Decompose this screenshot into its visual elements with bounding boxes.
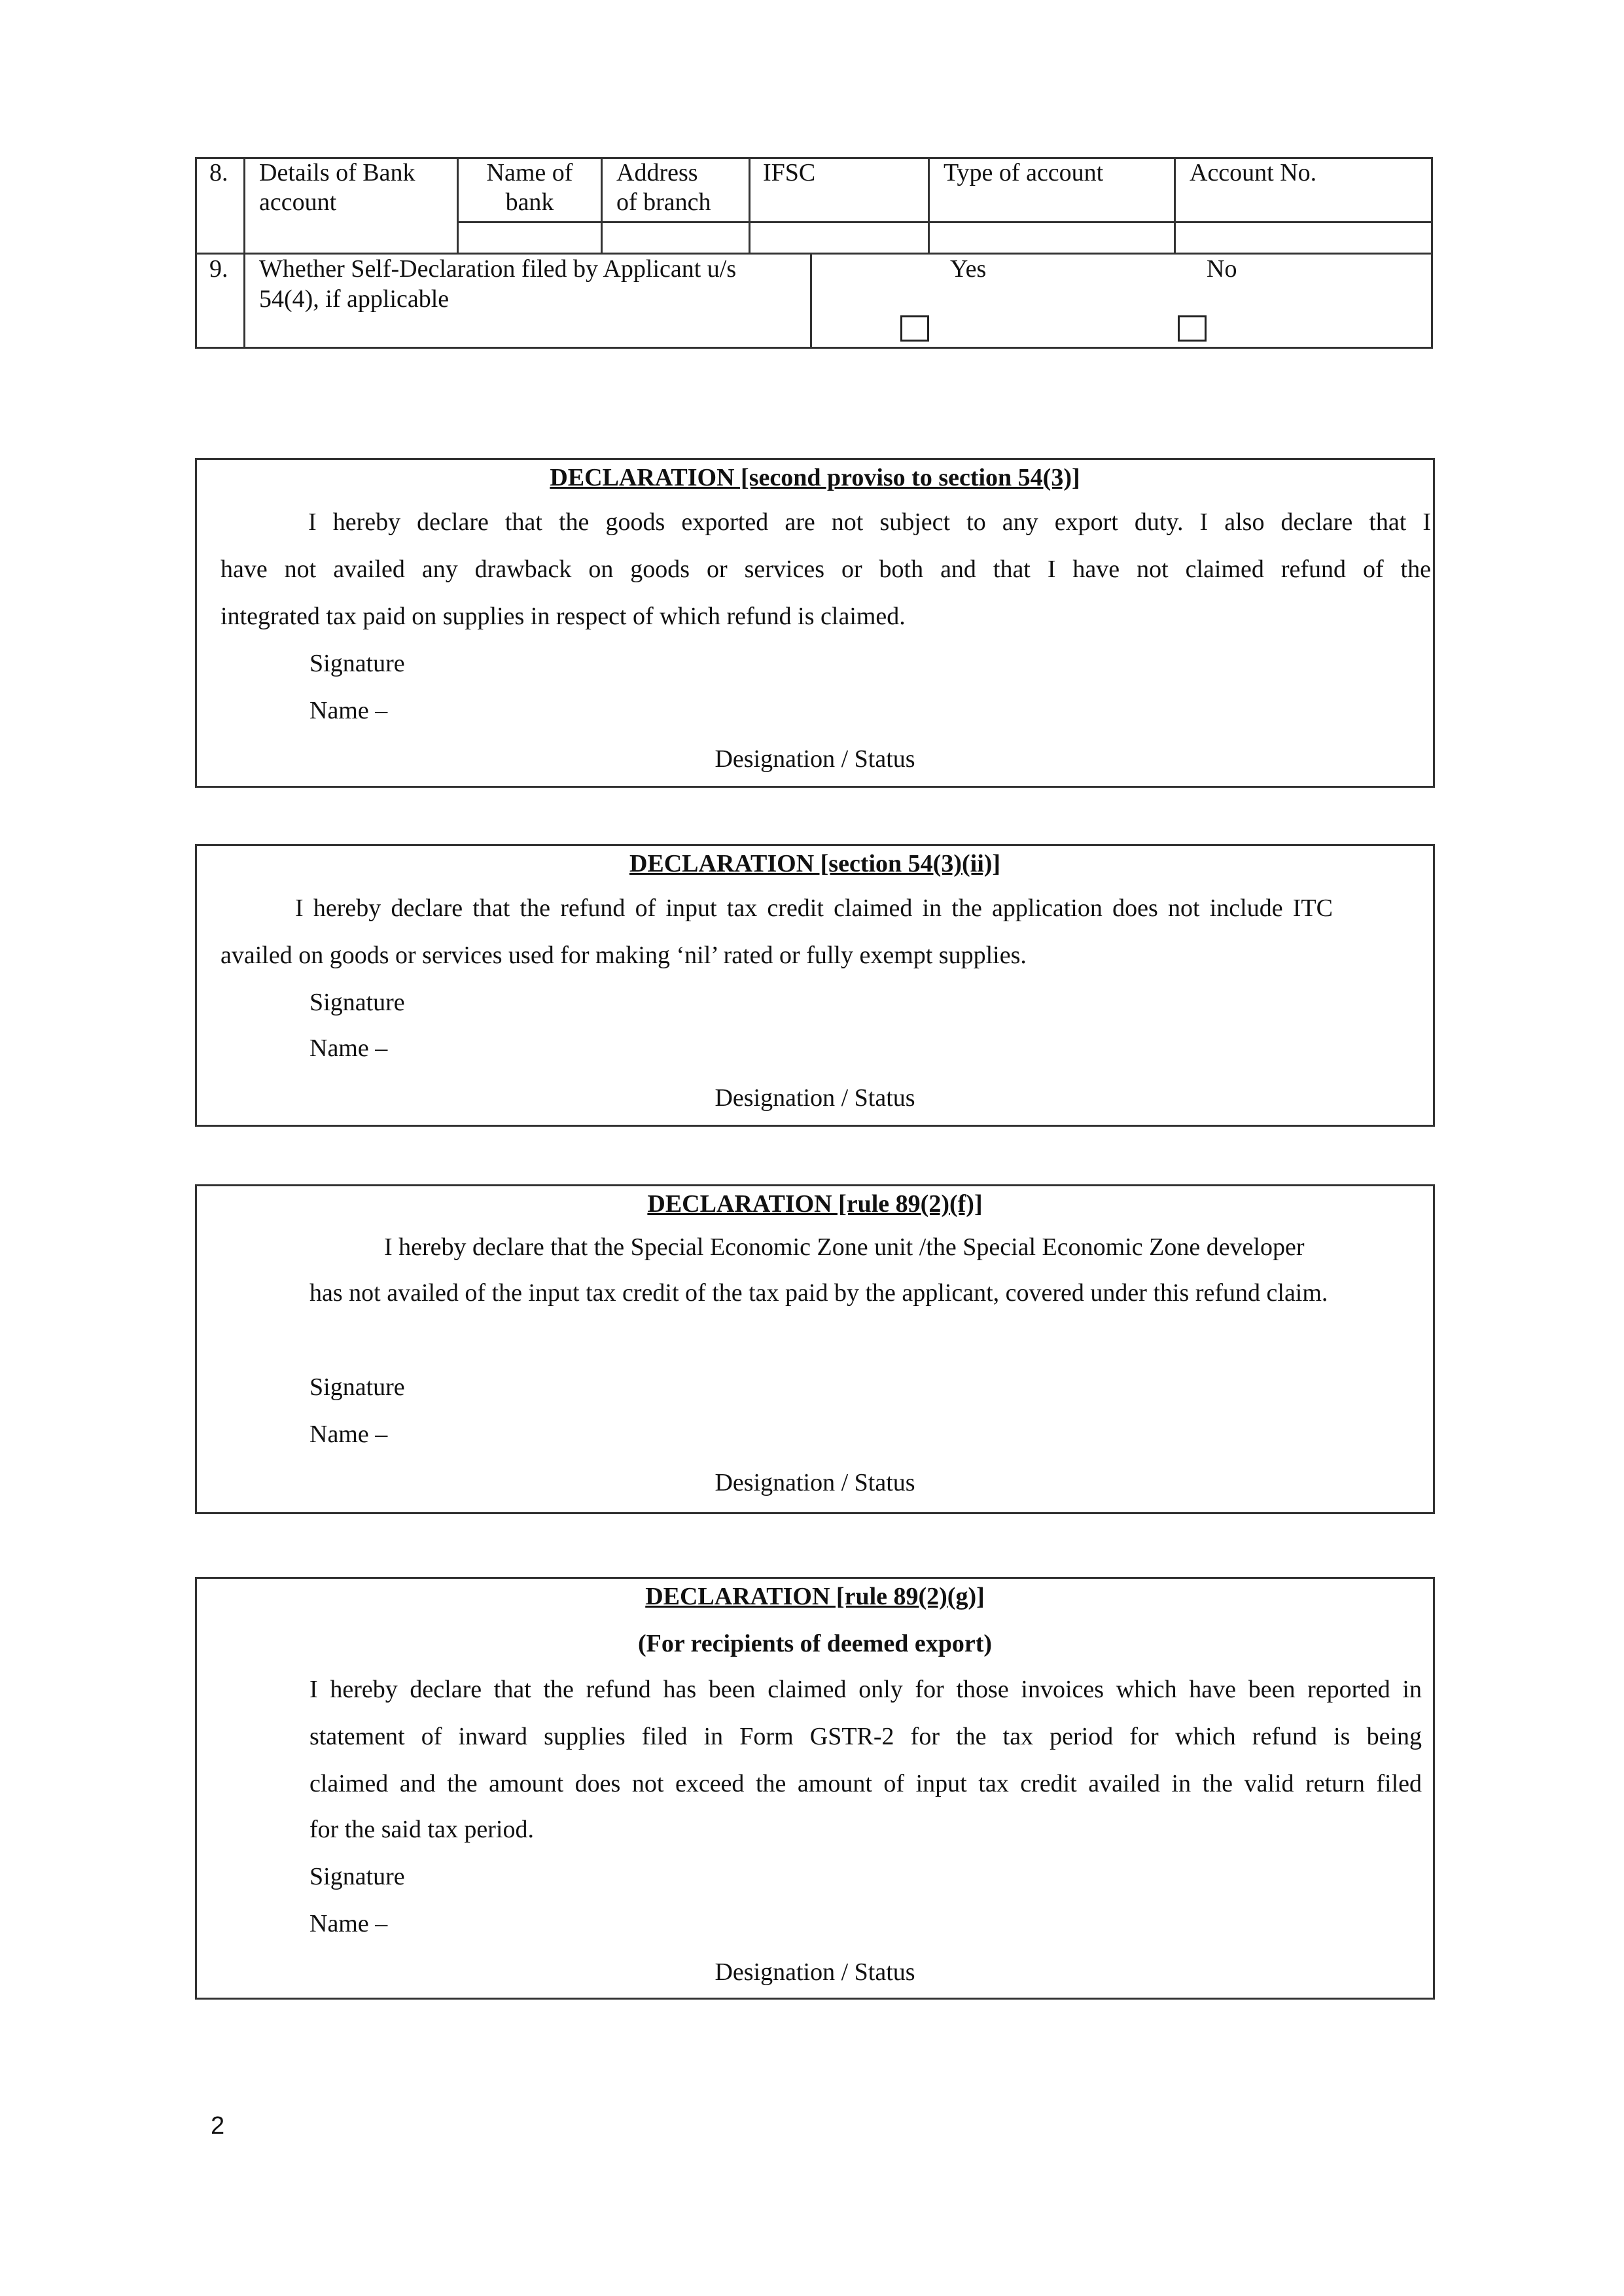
declaration-body-line: I hereby declare that the goods exported are not subject to any export duty. I also declare that I <box>308 508 1431 536</box>
declaration-body-line: I hereby declare that the Special Economic Zone unit /the Special Economic Zone developer <box>384 1233 1305 1261</box>
account-type-field[interactable] <box>930 223 1174 253</box>
table-border-bottom <box>195 347 1433 349</box>
col-address-line2: of branch <box>616 188 711 216</box>
table-row9-divider <box>810 253 812 348</box>
row9-serial: 9. <box>209 255 228 283</box>
declaration-title: DECLARATION [second proviso to section 54(3)] <box>550 464 1080 491</box>
col-ifsc: IFSC <box>763 159 816 186</box>
col-name-of-bank-line2: bank <box>505 188 554 216</box>
declaration-title: DECLARATION [section 54(3)(ii)] <box>629 850 1001 877</box>
designation-label: Designation / Status <box>715 1958 915 1986</box>
col-name-of-bank-line1: Name of <box>486 159 573 186</box>
self-declaration-question-line2: 54(4), if applicable <box>259 285 450 313</box>
bank-account-label-line1: Details of Bank <box>259 159 415 186</box>
row8-serial: 8. <box>209 159 228 186</box>
yes-label: Yes <box>950 255 987 283</box>
signature-label: Signature <box>309 989 405 1016</box>
declaration-body-line: for the said tax period. <box>309 1816 534 1843</box>
account-number-field[interactable] <box>1176 223 1431 253</box>
name-label: Name – <box>309 1421 388 1448</box>
designation-label: Designation / Status <box>715 1084 915 1112</box>
signature-label: Signature <box>309 1373 405 1401</box>
no-checkbox[interactable] <box>1178 315 1207 342</box>
name-label: Name – <box>309 697 388 724</box>
declaration-body-line: has not availed of the input tax credit of the tax paid by the applicant, covered under this refund claim. <box>309 1279 1328 1307</box>
declaration-body-line: have not availed any drawback on goods or services or both and that I have not claimed refund of the <box>221 556 1431 583</box>
declaration-itc-nil-rated <box>195 844 1435 1127</box>
declaration-sez <box>195 1184 1435 1514</box>
ifsc-field[interactable] <box>750 223 928 253</box>
declaration-subtitle: (For recipients of deemed export) <box>638 1630 992 1657</box>
declaration-body-line: claimed and the amount does not exceed the amount of input tax credit availed in the valid return filed <box>309 1770 1422 1797</box>
table-border-right <box>1431 157 1433 349</box>
yes-checkbox[interactable] <box>900 315 929 342</box>
declaration-export-duty <box>195 458 1435 788</box>
declaration-title: DECLARATION [rule 89(2)(f)] <box>647 1190 983 1218</box>
table-border-left <box>195 157 197 349</box>
name-label: Name – <box>309 1910 388 1937</box>
self-declaration-question-line1: Whether Self-Declaration filed by Applicant u/s <box>259 255 737 283</box>
signature-label: Signature <box>309 1863 405 1890</box>
signature-label: Signature <box>309 650 405 677</box>
designation-label: Designation / Status <box>715 745 915 773</box>
declaration-body-line: availed on goods or services used for making ‘nil’ rated or fully exempt supplies. <box>221 942 1027 969</box>
declaration-body-line: statement of inward supplies filed in Form GSTR-2 for the tax period for which refund is being <box>309 1723 1422 1750</box>
no-label: No <box>1207 255 1237 283</box>
declaration-title: DECLARATION [rule 89(2)(g)] <box>645 1583 985 1610</box>
branch-address-field[interactable] <box>603 223 749 253</box>
table-serial-divider <box>243 157 245 349</box>
name-label: Name – <box>309 1034 388 1062</box>
declaration-body-line: I hereby declare that the refund has been claimed only for those invoices which have been reported in <box>309 1676 1422 1703</box>
designation-label: Designation / Status <box>715 1469 915 1496</box>
col-account-no: Account No. <box>1190 159 1317 186</box>
page-number: 2 <box>211 2112 225 2140</box>
declaration-deemed-export <box>195 1577 1435 2000</box>
declaration-body-line: integrated tax paid on supplies in respect of which refund is claimed. <box>221 603 906 630</box>
bank-account-label-line2: account <box>259 188 337 216</box>
bank-name-field[interactable] <box>459 223 601 253</box>
declaration-body-line: I hereby declare that the refund of input tax credit claimed in the application does not include ITC <box>295 894 1333 922</box>
col-type-of-account: Type of account <box>944 159 1104 186</box>
col-address-line1: Address <box>616 159 698 186</box>
